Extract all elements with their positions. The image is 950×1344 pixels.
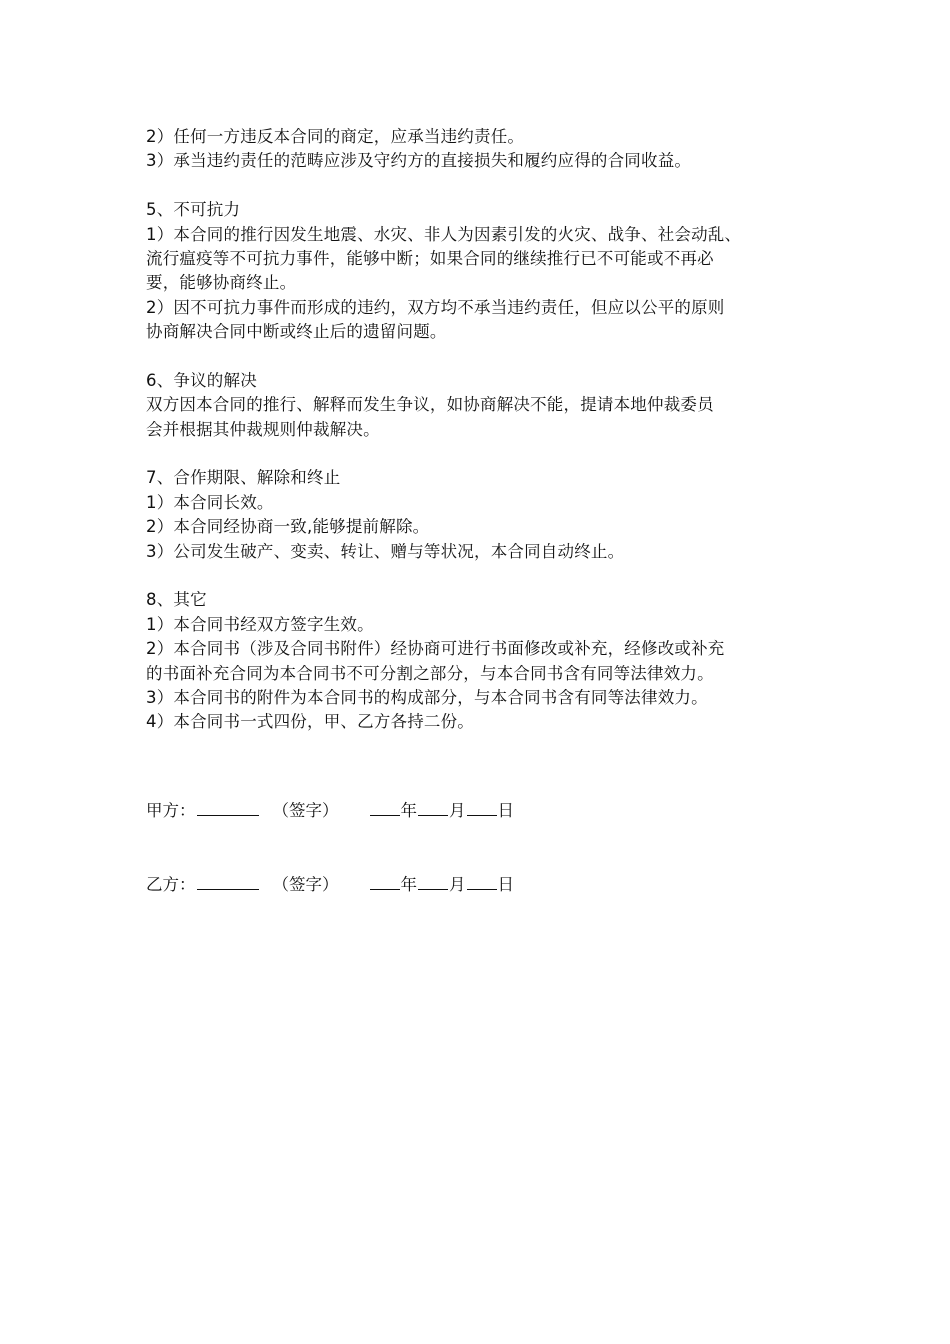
blank-line [146, 564, 826, 588]
clause-line: 3）公司发生破产、变卖、转让、赠与等状况，本合同自动终止。 [146, 541, 625, 561]
day-blank [467, 871, 497, 890]
signature-line-party-b [146, 871, 514, 897]
clause-line: 会并根据其仲裁规则仲裁解决。 [146, 419, 380, 439]
contract-body [146, 125, 826, 735]
blank-line [146, 442, 826, 466]
section-heading: 6、争议的解决 [146, 370, 257, 390]
month-label: 月 [449, 801, 466, 820]
sign-note: （签字） [272, 875, 339, 894]
section-heading: 8、其它 [146, 590, 207, 610]
section-heading: 5、不可抗力 [146, 200, 241, 220]
clause-line: 流行瘟疫等不可抗力事件，能够中断；如果合同的继续推行已不可能或不再必 [146, 248, 714, 268]
clause-line: 的书面补充合同为本合同书不可分割之部分，与本合同书含有同等法律效力。 [146, 663, 714, 683]
year-label: 年 [400, 875, 417, 894]
clause-line: 1）本合同长效。 [146, 492, 274, 512]
month-blank [418, 871, 448, 890]
day-blank [467, 797, 497, 816]
blank-line [146, 345, 826, 369]
clause-line: 双方因本合同的推行、解释而发生争议，如协商解决不能，提请本地仲裁委员 [146, 395, 714, 415]
clause-line: 3）本合同书的附件为本合同书的构成部分，与本合同书含有同等法律效力。 [146, 687, 708, 707]
party-a-label: 甲方： [146, 801, 196, 820]
clause-line: 要，能够协商终止。 [146, 273, 297, 293]
month-blank [418, 797, 448, 816]
party-b-label: 乙方： [146, 875, 196, 894]
year-blank [370, 797, 400, 816]
blank-line [146, 174, 826, 198]
day-label: 日 [497, 801, 514, 820]
clause-line: 1）本合同书经双方签字生效。 [146, 614, 374, 634]
clause-line: 2）因不可抗力事件而形成的违约，双方均不承当违约责任，但应以公平的原则 [146, 297, 725, 317]
month-label: 月 [449, 875, 466, 894]
year-label: 年 [400, 801, 417, 820]
clause-line: 3）承当违约责任的范畴应涉及守约方的直接损失和履约应得的合同收益。 [146, 151, 692, 171]
clause-line: 协商解决合同中断或终止后的遗留问题。 [146, 322, 447, 342]
clause-line: 4）本合同书一式四份，甲、乙方各持二份。 [146, 712, 474, 732]
section-heading: 7、合作期限、解除和终止 [146, 468, 341, 488]
party-a-name-blank [197, 797, 259, 816]
sign-note: （签字） [272, 801, 339, 820]
clause-line: 2）任何一方违反本合同的商定，应承当违约责任。 [146, 127, 525, 146]
signature-line-party-a [146, 797, 514, 823]
clause-line: 2）本合同经协商一致,能够提前解除。 [146, 517, 430, 537]
year-blank [370, 871, 400, 890]
party-b-name-blank [197, 871, 259, 890]
clause-line: 2）本合同书（涉及合同书附件）经协商可进行书面修改或补充，经修改或补充 [146, 639, 725, 659]
day-label: 日 [497, 875, 514, 894]
clause-line: 1）本合同的推行因发生地震、水灾、非人为因素引发的火灾、战争、社会动乱、 [146, 224, 742, 244]
